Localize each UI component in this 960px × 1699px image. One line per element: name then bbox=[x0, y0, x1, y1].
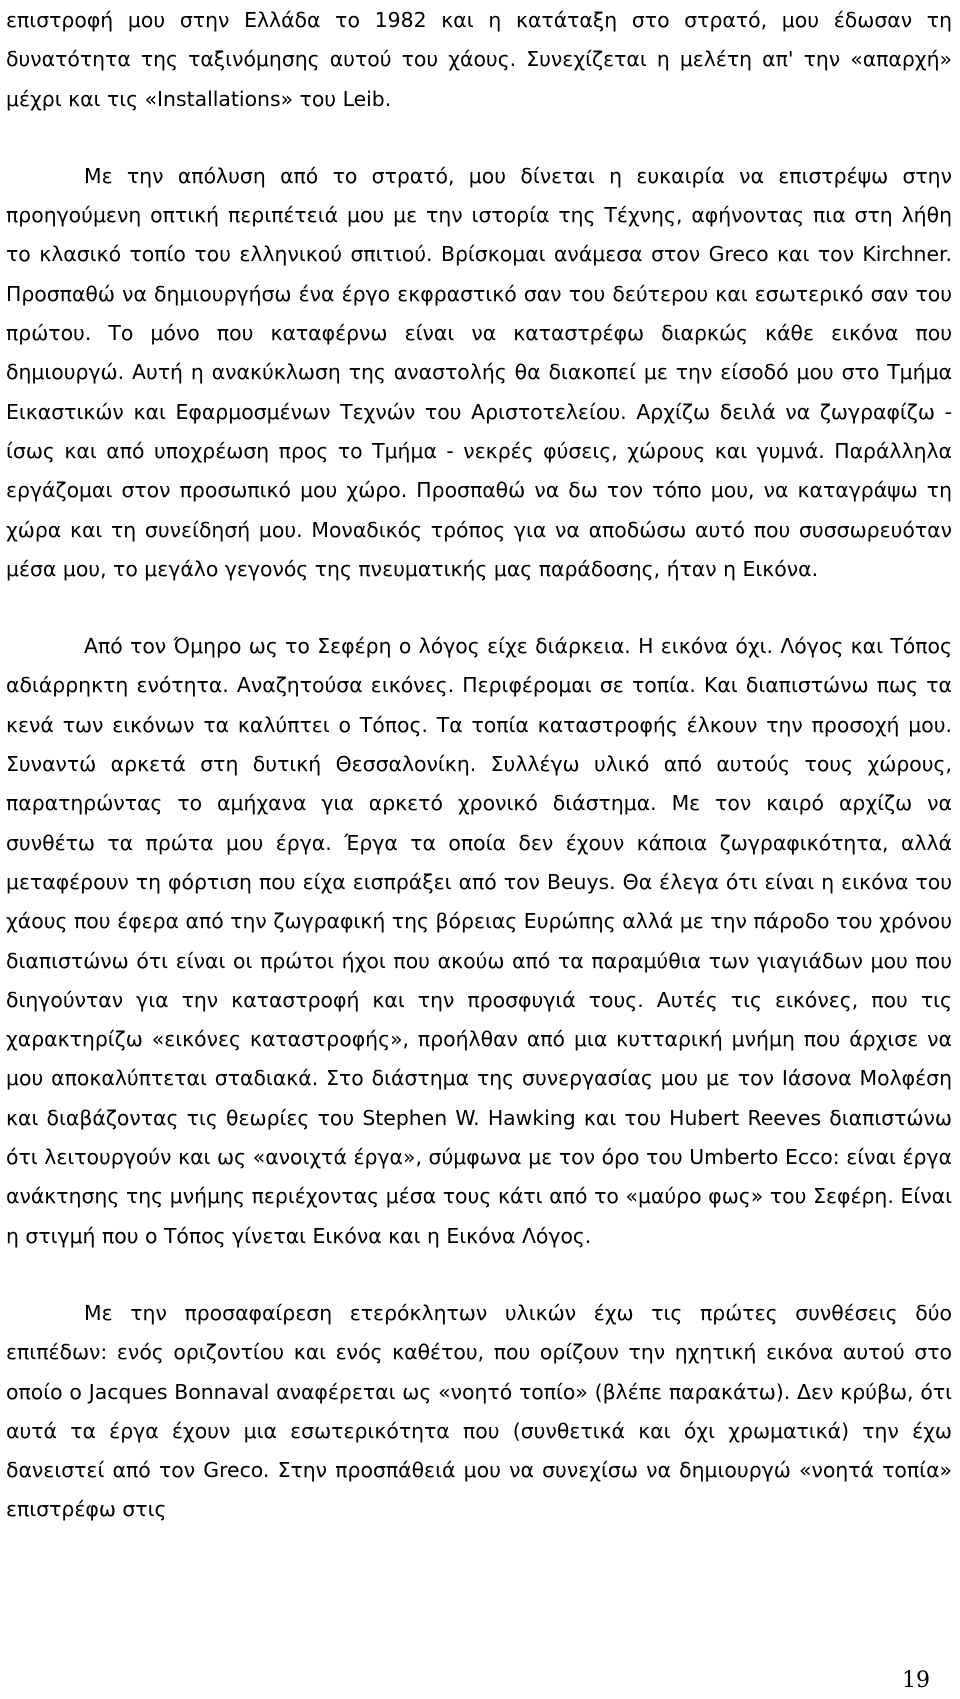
paragraph: Από τον Όμηρο ως το Σεφέρη ο λόγος είχε διάρκεια. Η εικόνα όχι. Λόγος και Τόπος αδιάρρηκτη ενότητα. Αναζητούσα εικόνες. Περιφέρομαι σε τοπία. Και διαπιστώνω πως τα κενά των εικόνων τα καλύπτει ο Τόπος. Τα τοπία καταστροφής έλκουν την προσοχή μου. Συναντώ αρκετά στη δυτική Θεσσαλονίκη. Συλλέγω υλικό από αυτούς τους χώρους, παρατηρώντας το αμήχανα για αρκετό χρονικό διάστημα. Με τον καιρό αρχίζω να συνθέτω τα πρώτα μου έργα. Έργα τα οποία δεν έχουν κάποια ζωγραφικότητα, αλλά μεταφέρουν τη φόρτιση που είχα εισπράξει από τον Beuys. Θα έλεγα ότι είναι η εικόνα του χάους που έφερα από την ζωγραφική της βόρειας Ευρώπης αλλά με την πάροδο του χρόνου διαπιστώνω ότι είναι οι πρώτοι ήχοι που ακούω από τα παραμύθια των γιαγιάδων μου που διηγούνταν για την καταστροφή και την προσφυγιά τους. Αυτές τις εικόνες, που τις χαρακτηρίζω «εικόνες καταστροφής», προήλθαν από μια κυτταρική μνήμη που άρχισε να μου αποκαλύπτεται σταδιακά. Στο διάστημα της συνεργασίας μου με τον Ιάσονα Μολφέση και διαβάζοντας τις θεωρίες του Stephen W. Hawking και του Hubert Reeves διαπιστώνω ότι λειτουργούν και ως «ανοιχτά έργα», σύμφωνα με τον όρο του Umberto Ecco: είναι έργα ανάκτησης της μνήμης περιέχοντας μέσα τους κάτι από το «μαύρο φως» του Σεφέρη. Είναι η στιγμή που ο Τόπος γίνεται Εικόνα και η Εικόνα Λόγος. bbox=[6, 634, 952, 1248]
page-number: 19 bbox=[902, 1668, 930, 1693]
paragraph: Με την προσαφαίρεση ετερόκλητων υλικών έχω τις πρώτες συνθέσεις δύο επιπέδων: ενός οριζοντίου και ενός καθέτου, που ορίζουν την ηχητική εικόνα αυτού στο οποίο ο Jacques Bonnaval αναφέρεται ως «νοητό τοπίο» (βλέπε παρακάτω). Δεν κρύβω, ότι αυτά τα έργα έχουν μια εσωτερικότητα που (συνθετικά και όχι χρωματικά) την έχω δανειστεί από τον Greco. Στην προσπάθειά μου να συνεχίσω να δημιουργώ «νοητά τοπία» επιστρέφω στις bbox=[6, 1300, 952, 1522]
document-page bbox=[6, 0, 954, 1699]
body-text bbox=[6, 1, 952, 1530]
paragraph: Με την απόλυση από το στρατό, μου δίνεται η ευκαιρία να επιστρέψω στην προηγούμενη οπτική περιπέτειά μου με την ιστορία της Τέχνης, αφήνοντας πια στη λήθη το κλασικό τοπίο του ελληνικού σπιτιού. Βρίσκομαι ανάμεσα στον Greco και τον Kirchner. Προσπαθώ να δημιουργήσω ένα έργο εκφραστικό σαν του δεύτερου και εσωτερικό σαν του πρώτου. Το μόνο που καταφέρνω είναι να καταστρέφω διαρκώς κάθε εικόνα που δημιουργώ. Αυτή η ανακύκλωση της αναστολής θα διακοπεί με την είσοδό μου στο Τμήμα Εικαστικών και Εφαρμοσμένων Τεχνών του Αριστοτελείου. Αρχίζω δειλά να ζωγραφίζω - ίσως και από υποχρέωση προς το Τμήμα - νεκρές φύσεις, χώρους και γυμνά. Παράλληλα εργάζομαι στον προσωπικό μου χώρο. Προσπαθώ να δω τον τόπο μου, να καταγράψω τη χώρα και τη συνείδησή μου. Μοναδικός τρόπος για να αποδώσω αυτό που συσσωρευόταν μέσα μου, το μεγάλο γεγονός της πνευματικής μας παράδοσης, ήταν η Εικόνα. bbox=[6, 163, 952, 581]
paragraph: επιστροφή μου στην Ελλάδα το 1982 και η κατάταξη στο στρατό, μου έδωσαν τη δυνατότητα της ταξινόμησης αυτού του χάους. Συνεχίζεται η μελέτη απ' την «απαρχή» μέχρι και τις «Installations» του Leib. bbox=[6, 8, 952, 111]
